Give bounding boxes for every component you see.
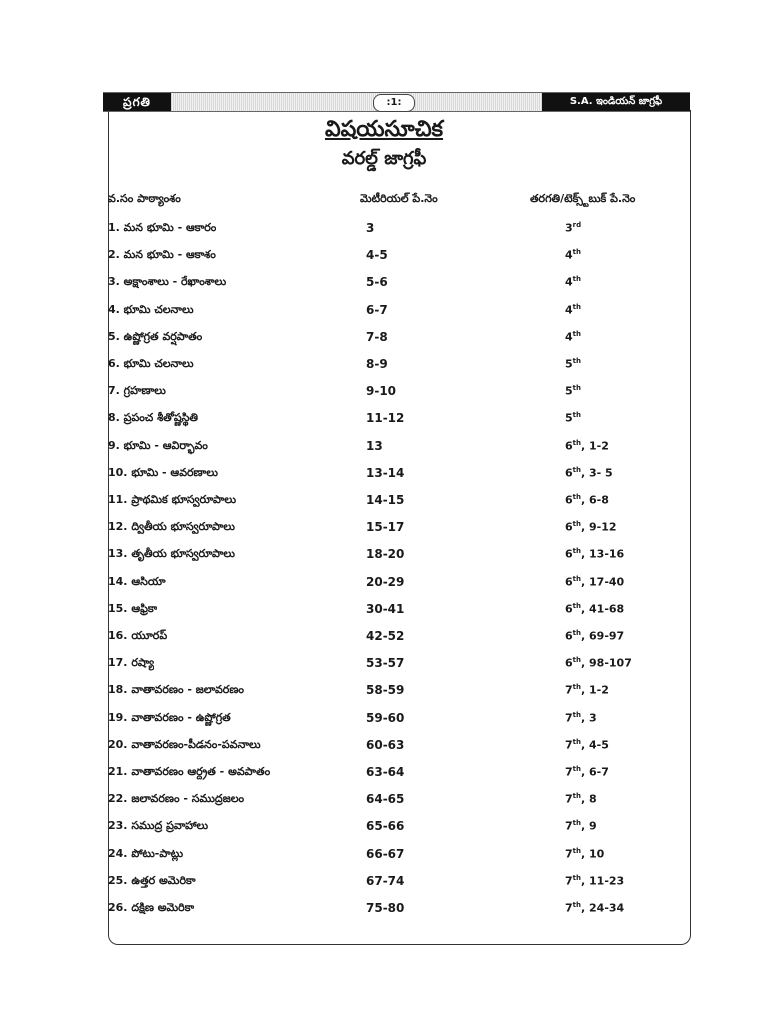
chapter-title: 19. వాతావరణం - ఉష్ణోగ్రత [108, 710, 231, 724]
material-pages: 8-9 [366, 357, 388, 371]
chapter-title: 14. ఆసియా [108, 574, 166, 588]
textbook-reference: 4th [565, 248, 581, 262]
material-pages: 7-8 [366, 329, 388, 344]
table-row [0, 819, 768, 846]
chapter-title: 13. తృతీయ భూస్వరూపాలు [108, 547, 235, 561]
material-pages: 3 [366, 221, 375, 235]
table-row [0, 357, 768, 384]
textbook-reference: 6th, 6-8 [565, 493, 609, 507]
textbook-reference: 6th, 3- 5 [565, 465, 613, 480]
material-pages: 63-64 [366, 765, 405, 779]
table-row [0, 411, 768, 438]
page-subtitle: వరల్డ్ జాగ్రఫీ [341, 148, 427, 169]
material-pages: 20-29 [366, 574, 405, 589]
textbook-reference: 7th, 11-23 [565, 873, 625, 888]
material-pages: 9-10 [366, 384, 397, 399]
chapter-title: 25. ఉత్తర అమెరికా [108, 873, 196, 887]
material-pages: 67-74 [366, 873, 405, 888]
table-row [0, 629, 768, 656]
chapter-title: 17. రష్యా [108, 656, 155, 670]
material-pages: 6-7 [366, 302, 388, 317]
chapter-title: 3. అక్షాంశాలు - రేఖాంశాలు [108, 275, 227, 289]
material-pages: 75-80 [366, 901, 405, 915]
chapter-title: 20. వాతావరణం-పీడనం-పవనాలు [108, 737, 261, 751]
chapter-title: 12. ద్వితీయ భూస్వరూపాలు [108, 520, 235, 534]
table-row [0, 221, 768, 248]
chapter-title: 11. ప్రాథమిక భూస్వరూపాలు [108, 493, 237, 506]
textbook-reference: 5th [565, 384, 581, 398]
textbook-reference: 4th [565, 275, 581, 290]
table-row [0, 711, 768, 738]
textbook-reference: 6th, 98-107 [565, 656, 632, 670]
material-pages: 53-57 [366, 656, 405, 671]
brand-label: ప్రగతి [103, 93, 171, 111]
textbook-reference: 5th [565, 411, 581, 426]
chapter-title: 8. ప్రపంచ శీతోష్ణస్థితి [108, 411, 199, 425]
table-row [0, 901, 768, 928]
chapter-title: 22. జలావరణం - సముద్రజలం [108, 792, 245, 806]
chapter-title: 16. యూరప్ [108, 629, 168, 642]
textbook-reference: 6th, 41-68 [565, 601, 625, 616]
textbook-reference: 6th, 9-12 [565, 520, 617, 534]
table-row [0, 683, 768, 710]
table-row [0, 275, 768, 302]
chapter-title: 5. ఉష్ణోగ్రత వర్షపాతం [108, 329, 203, 343]
table-row [0, 738, 768, 765]
column-header-chapter: వ.సం పాఠ్యాంశం [108, 192, 181, 205]
material-pages: 11-12 [366, 411, 405, 426]
material-pages: 30-41 [366, 601, 405, 616]
table-row [0, 765, 768, 792]
material-pages: 66-67 [366, 846, 405, 861]
chapter-title: 1. మన భూమి - ఆకారం [108, 221, 217, 234]
textbook-reference: 7th, 10 [565, 846, 605, 861]
table-row [0, 520, 768, 547]
chapter-title: 26. దక్షిణ అమెరికా [108, 901, 195, 914]
textbook-reference: 4th [565, 329, 581, 344]
table-row [0, 439, 768, 466]
chapter-title: 23. సముద్ర ప్రవాహాలు [108, 819, 209, 833]
textbook-reference: 7th, 8 [565, 792, 597, 806]
chapter-title: 7. గ్రహణాలు [108, 384, 166, 398]
column-header-material-pages: మెటీరియల్ పే.నెం [360, 192, 438, 205]
textbook-reference: 6th, 17-40 [565, 574, 625, 589]
textbook-reference: 7th, 24-34 [565, 901, 625, 915]
material-pages: 65-66 [366, 819, 405, 834]
material-pages: 58-59 [366, 683, 405, 698]
textbook-reference: 7th, 9 [565, 819, 597, 834]
page-number: :1: [373, 94, 415, 112]
chapter-title: 6. భూమి చలనాలు [108, 357, 194, 370]
chapter-title: 10. భూమి - ఆవరణాలు [108, 465, 218, 479]
material-pages: 13-14 [366, 465, 405, 480]
chapter-title: 4. భూమి చలనాలు [108, 302, 194, 316]
material-pages: 18-20 [366, 547, 405, 562]
page-title: విషయసూచిక [324, 117, 444, 142]
column-header-textbook-pages: తరగతి/టెక్స్ట్‌బుక్ పే.నెం [530, 192, 636, 205]
material-pages: 15-17 [366, 520, 405, 535]
table-row [0, 792, 768, 819]
table-row [0, 656, 768, 683]
material-pages: 13 [366, 438, 383, 453]
textbook-reference: 3rd [565, 221, 582, 235]
material-pages: 60-63 [366, 737, 405, 752]
chapter-title: 15. ఆఫ్రికా [108, 601, 158, 615]
textbook-reference: 5th [565, 357, 581, 371]
material-pages: 5-6 [366, 275, 388, 290]
table-row [0, 493, 768, 520]
chapter-title: 9. భూమి - ఆవిర్భావం [108, 438, 208, 452]
chapter-title: 24. పోటు-పాట్లు [108, 846, 184, 860]
material-pages: 42-52 [366, 629, 405, 643]
page-header [103, 92, 690, 112]
textbook-reference: 4th [565, 302, 581, 317]
table-row [0, 547, 768, 574]
chapter-title: 2. మన భూమి - ఆకాశం [108, 248, 216, 262]
textbook-reference: 7th, 6-7 [565, 765, 609, 779]
material-pages: 59-60 [366, 710, 405, 725]
table-row [0, 330, 768, 357]
table-row [0, 602, 768, 629]
material-pages: 4-5 [366, 248, 388, 263]
textbook-reference: 7th, 1-2 [565, 683, 609, 698]
textbook-reference: 7th, 4-5 [565, 737, 609, 752]
chapter-title: 21. వాతావరణం ఆర్ద్రత - అవపాతం [108, 765, 271, 778]
table-row [0, 303, 768, 330]
table-row [0, 874, 768, 901]
chapter-title: 18. వాతావరణం - జలావరణం [108, 683, 244, 697]
table-row [0, 248, 768, 275]
book-title: S.A. ఇండియన్ జాగ్రఫీ [542, 93, 690, 111]
material-pages: 14-15 [366, 493, 405, 507]
textbook-reference: 6th, 69-97 [565, 629, 625, 643]
material-pages: 64-65 [366, 792, 405, 807]
textbook-reference: 6th, 13-16 [565, 547, 625, 562]
table-row [0, 384, 768, 411]
textbook-reference: 7th, 3 [565, 710, 597, 725]
table-row [0, 466, 768, 493]
table-row [0, 575, 768, 602]
table-row [0, 847, 768, 874]
textbook-reference: 6th, 1-2 [565, 438, 609, 453]
